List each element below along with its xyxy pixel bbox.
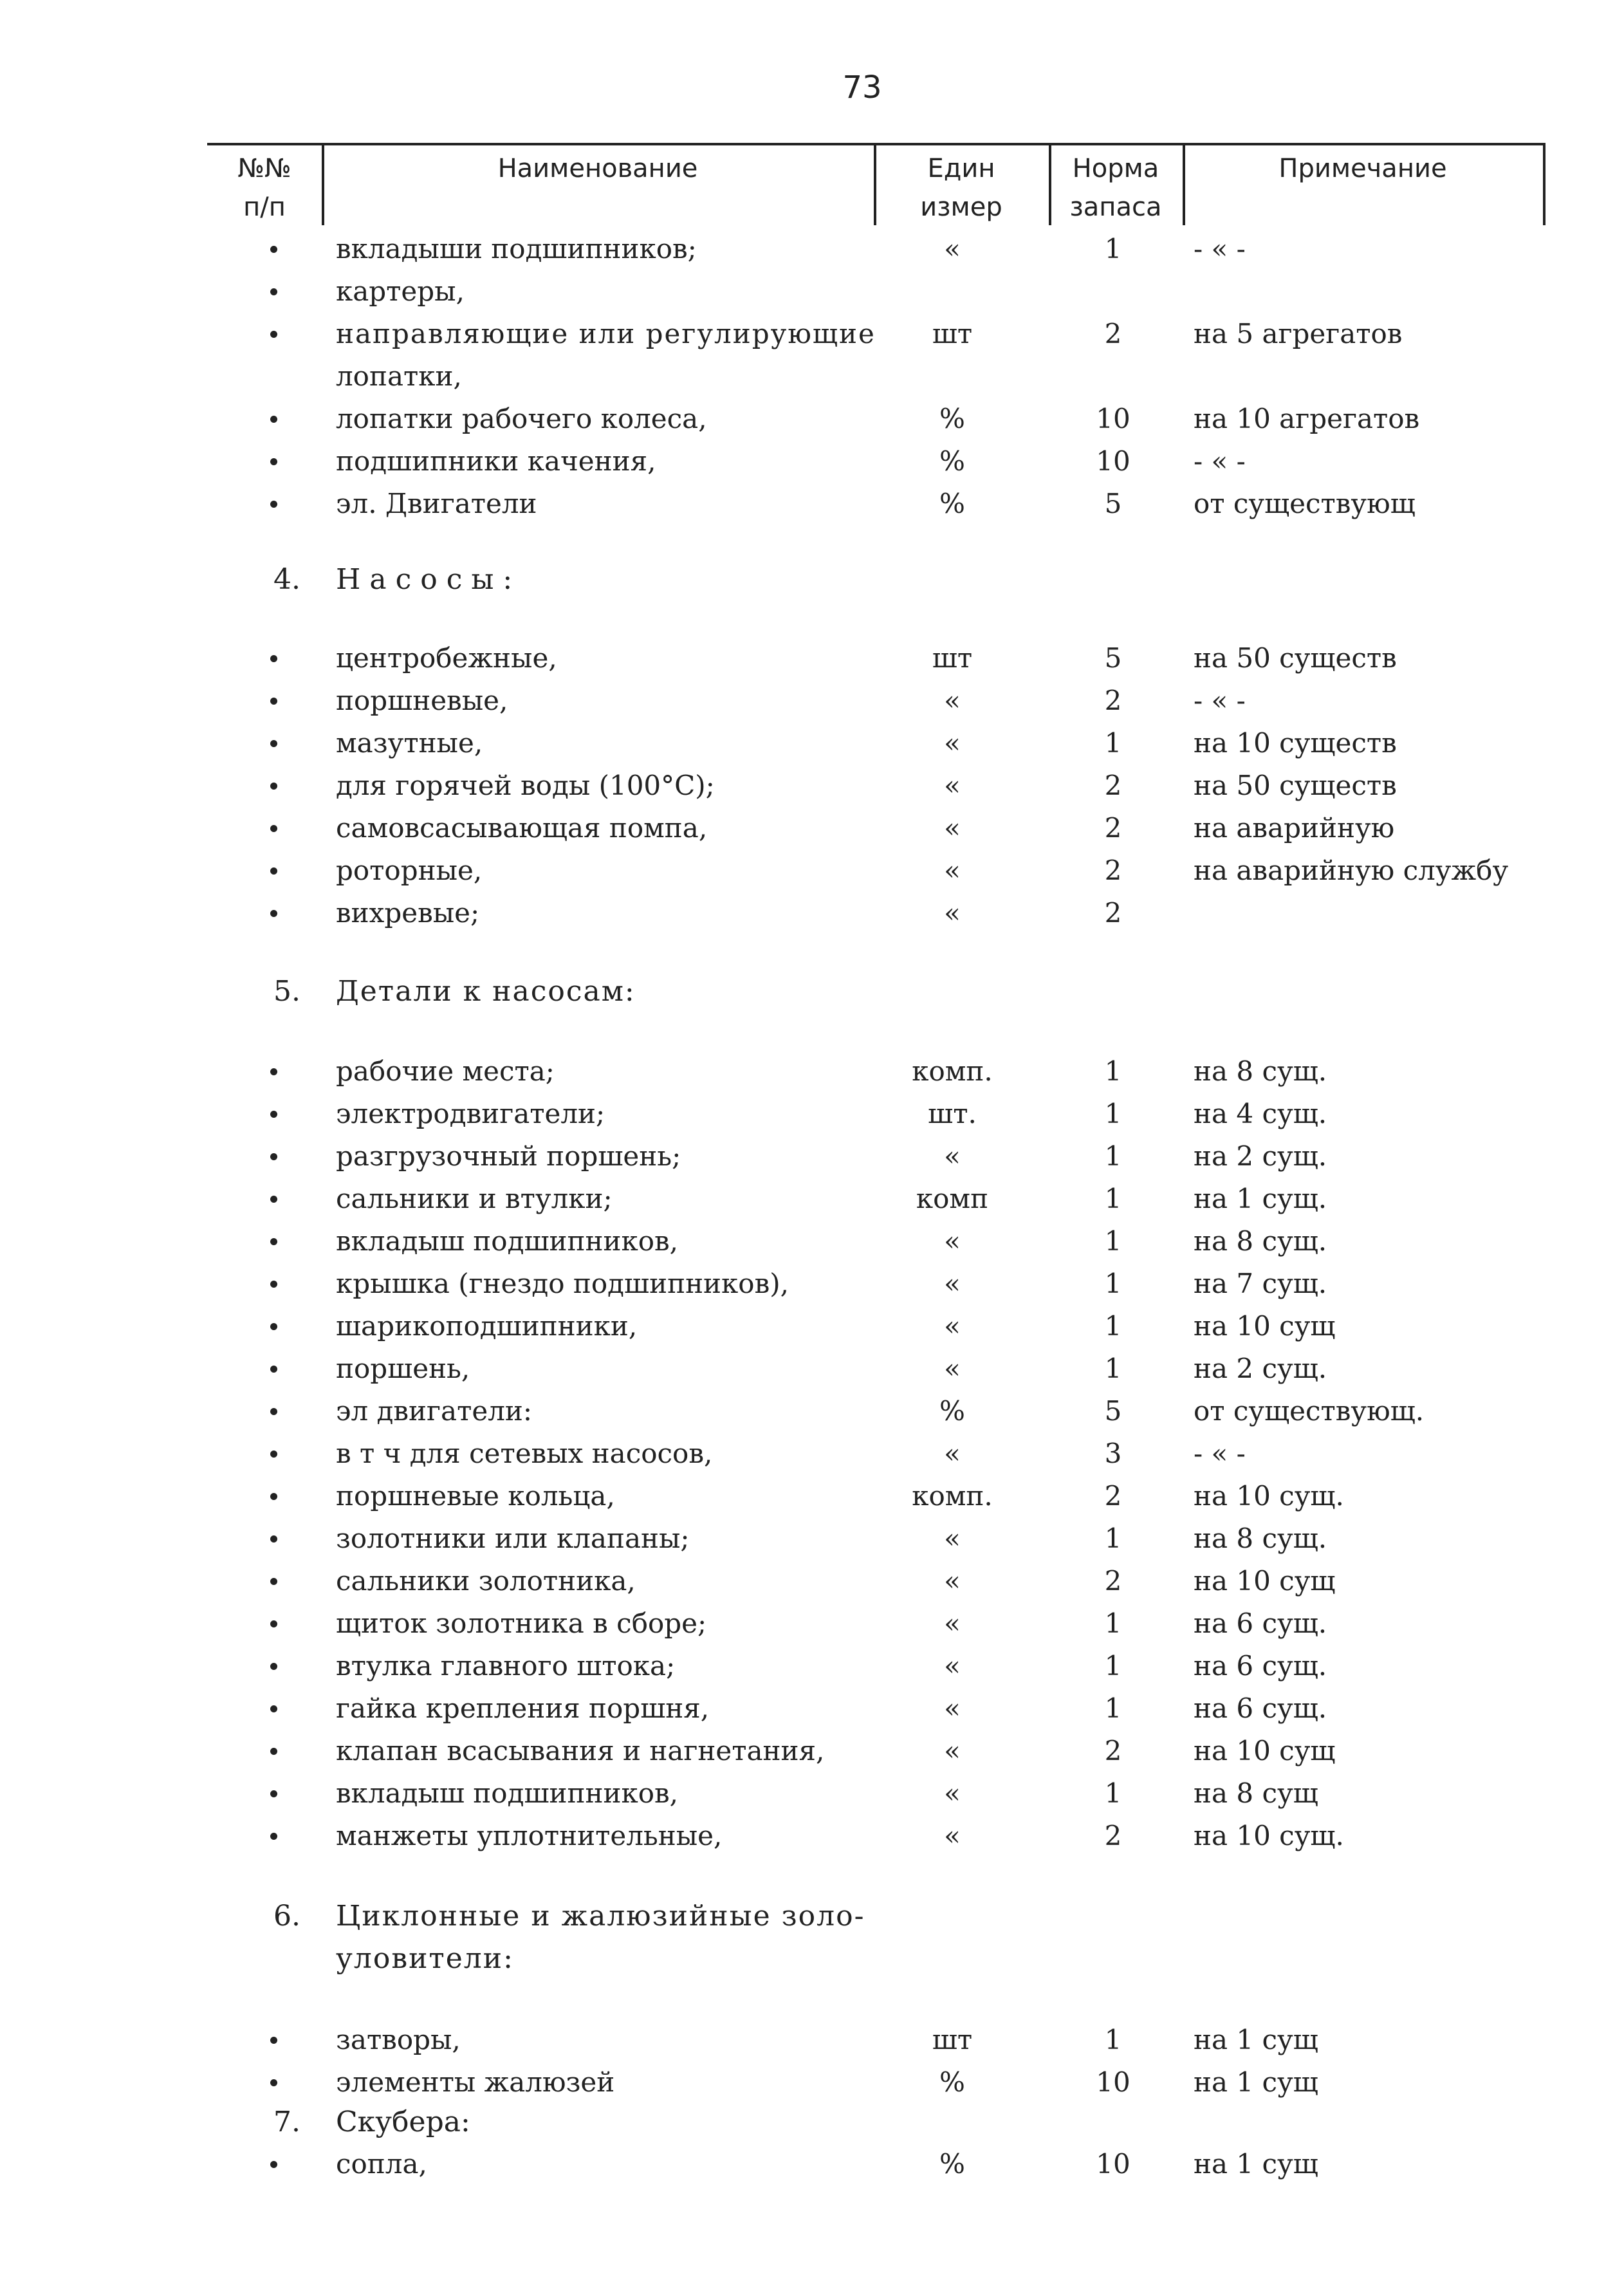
- bullet-icon: [270, 1238, 277, 1245]
- item-unit: «: [944, 1225, 961, 1257]
- bullet-icon: [270, 698, 277, 705]
- item-name: в т ч для сетевых насосов,: [336, 1438, 713, 1469]
- table-row: [0, 680, 1624, 721]
- item-name: щиток золотника в сборе;: [336, 1608, 707, 1639]
- bullet-icon: [270, 1196, 277, 1203]
- item-note: на 10 сущ.: [1194, 1820, 1344, 1851]
- bullet-icon: [270, 1323, 277, 1330]
- bullet-icon: [270, 1153, 277, 1160]
- item-note: на 1 сущ.: [1194, 1183, 1327, 1214]
- table-row-continuation: [0, 356, 1624, 397]
- table-row: [0, 2062, 1624, 2103]
- bullet-icon: [270, 1493, 277, 1500]
- header-unit: [874, 149, 1049, 227]
- bullet-icon: [270, 458, 277, 465]
- item-name: сальники и втулки;: [336, 1183, 613, 1214]
- table-row: [0, 1645, 1624, 1687]
- table-row: [0, 1730, 1624, 1772]
- table-row: [0, 1348, 1624, 1389]
- table-row: [0, 398, 1624, 440]
- section-title: Скубера:: [336, 2106, 470, 2138]
- header-divider: [1543, 143, 1546, 225]
- header-number: [207, 149, 322, 227]
- item-note: на 7 сущ.: [1194, 1268, 1327, 1299]
- item-name: крышка (гнездо подшипников),: [336, 1268, 789, 1299]
- item-norm: 1: [1104, 1608, 1122, 1639]
- item-name: эл. Двигатели: [336, 488, 537, 519]
- bullet-icon: [270, 1408, 277, 1415]
- item-note: на 1 сущ: [1194, 2148, 1318, 2180]
- item-unit: «: [944, 1565, 961, 1597]
- bullet-icon: [270, 416, 277, 423]
- item-unit: %: [939, 2148, 965, 2180]
- item-note: на 50 существ: [1194, 642, 1397, 674]
- item-name-continued: лопатки,: [336, 360, 462, 392]
- item-note: от существующ.: [1194, 1395, 1425, 1427]
- item-unit: шт: [932, 318, 973, 349]
- item-note: на 1 сущ: [1194, 2024, 1318, 2055]
- section-number: 7.: [273, 2106, 300, 2138]
- table-row: [0, 893, 1624, 934]
- item-unit: шт: [932, 2024, 973, 2055]
- header-norm: [1049, 149, 1183, 227]
- item-note: на 10 сущ.: [1194, 1480, 1344, 1512]
- bullet-icon: [270, 1705, 277, 1712]
- table-row: [0, 1433, 1624, 1474]
- table-row: [0, 1306, 1624, 1347]
- bullet-icon: [270, 740, 277, 747]
- item-name: направляющие или регулирующие: [336, 318, 876, 349]
- table-row: [0, 808, 1624, 849]
- item-name: клапан всасывания и нагнетания,: [336, 1735, 825, 1766]
- item-norm: 1: [1104, 1523, 1122, 1554]
- header-name: Наименование: [497, 154, 698, 183]
- item-note: на 10 сущ: [1194, 1565, 1336, 1597]
- item-norm: 1: [1104, 1183, 1122, 1214]
- table-row: [0, 723, 1624, 764]
- header-norm-line2: запаса: [1069, 192, 1162, 222]
- item-norm: 2: [1104, 1735, 1122, 1766]
- table-row: [0, 1688, 1624, 1729]
- item-unit: «: [944, 685, 961, 716]
- item-norm: 2: [1104, 685, 1122, 716]
- item-unit: «: [944, 1777, 961, 1809]
- item-unit: %: [939, 445, 965, 477]
- bullet-icon: [270, 1366, 277, 1373]
- item-norm: 2: [1104, 770, 1122, 801]
- header-number-line1: №№: [237, 154, 291, 183]
- item-norm: 5: [1104, 488, 1122, 519]
- section-title-continued: уловители:: [336, 1942, 514, 1975]
- item-note: на 4 сущ.: [1194, 1098, 1327, 1129]
- item-name: гайка крепления поршня,: [336, 1692, 710, 1724]
- item-unit: шт.: [928, 1098, 977, 1129]
- bullet-icon: [270, 288, 277, 295]
- item-name: рабочие места;: [336, 1055, 555, 1087]
- table-row: [0, 1815, 1624, 1857]
- item-unit: «: [944, 1608, 961, 1639]
- table-row: [0, 1263, 1624, 1304]
- item-note: на аварийную: [1194, 812, 1395, 844]
- item-norm: 5: [1104, 1395, 1122, 1427]
- table-row: [0, 1561, 1624, 1602]
- item-name: шарикоподшипники,: [336, 1310, 638, 1342]
- item-norm: 1: [1104, 1268, 1122, 1299]
- item-norm: 10: [1096, 2148, 1130, 2180]
- item-note: на 10 агрегатов: [1194, 403, 1420, 434]
- item-norm: 2: [1104, 897, 1122, 929]
- table-row: [0, 1051, 1624, 1092]
- item-note: на 50 существ: [1194, 770, 1397, 801]
- item-note: на 10 существ: [1194, 727, 1397, 759]
- table-header: [207, 143, 1546, 225]
- item-name: сальники золотника,: [336, 1565, 636, 1597]
- item-norm: 2: [1104, 318, 1122, 349]
- bullet-icon: [270, 783, 277, 790]
- item-norm: 1: [1104, 1353, 1122, 1384]
- item-name: вкладыши подшипников;: [336, 233, 697, 264]
- item-norm: 1: [1104, 1650, 1122, 1682]
- item-name: сопла,: [336, 2148, 427, 2180]
- item-unit: «: [944, 1523, 961, 1554]
- item-unit: «: [944, 1353, 961, 1384]
- item-note: - « -: [1194, 233, 1246, 264]
- item-norm: 2: [1104, 812, 1122, 844]
- section-number: 4.: [273, 563, 300, 596]
- item-norm: 1: [1104, 2024, 1122, 2055]
- table-row: [0, 483, 1624, 524]
- item-name: вихревые;: [336, 897, 480, 929]
- item-norm: 2: [1104, 1820, 1122, 1851]
- item-note: на 6 сущ.: [1194, 1650, 1327, 1682]
- item-note: на 10 сущ: [1194, 1310, 1336, 1342]
- item-unit: комп.: [912, 1480, 993, 1512]
- section-number: 5.: [273, 975, 300, 1008]
- item-norm: 1: [1104, 1098, 1122, 1129]
- table-row: [0, 313, 1624, 355]
- header-number-line2: п/п: [243, 192, 286, 222]
- table-row: [0, 1136, 1624, 1177]
- table-row: [0, 441, 1624, 482]
- table-row: [0, 1518, 1624, 1559]
- table-row: [0, 271, 1624, 312]
- bullet-icon: [270, 1450, 277, 1458]
- item-norm: 10: [1096, 2066, 1130, 2098]
- item-unit: шт: [932, 642, 973, 674]
- item-name: поршень,: [336, 1353, 470, 1384]
- item-name: затворы,: [336, 2024, 461, 2055]
- bullet-icon: [270, 2079, 277, 2086]
- bullet-icon: [270, 1535, 277, 1543]
- item-unit: «: [944, 233, 961, 264]
- item-note: на 1 сущ: [1194, 2066, 1318, 2098]
- bullet-icon: [270, 2037, 277, 2044]
- table-row: [0, 2019, 1624, 2061]
- page-number: 73: [842, 70, 882, 106]
- item-norm: 1: [1104, 1310, 1122, 1342]
- item-unit: %: [939, 1395, 965, 1427]
- item-note: на 6 сущ.: [1194, 1608, 1327, 1639]
- item-note: - « -: [1194, 445, 1246, 477]
- bullet-icon: [270, 867, 277, 875]
- item-unit: «: [944, 1140, 961, 1172]
- section-title: Детали к насосам:: [336, 975, 636, 1008]
- item-norm: 10: [1096, 403, 1130, 434]
- section-number: 6.: [273, 1900, 300, 1932]
- item-unit: «: [944, 770, 961, 801]
- item-unit: %: [939, 488, 965, 519]
- item-name: поршневые кольца,: [336, 1480, 615, 1512]
- header-note: Примечание: [1278, 154, 1447, 183]
- item-name: подшипники качения,: [336, 445, 656, 477]
- bullet-icon: [270, 331, 277, 338]
- table-row: [0, 1221, 1624, 1262]
- table-row: [0, 765, 1624, 806]
- bullet-icon: [270, 655, 277, 662]
- bullet-icon: [270, 1790, 277, 1797]
- item-name: центробежные,: [336, 642, 557, 674]
- table-row: [0, 1773, 1624, 1814]
- item-unit: комп.: [912, 1055, 993, 1087]
- header-norm-line1: Норма: [1072, 154, 1159, 183]
- item-note: на 2 сущ.: [1194, 1140, 1327, 1172]
- item-name: элементы жалюзей: [336, 2066, 615, 2098]
- item-name: для горячей воды (100°С);: [336, 770, 715, 801]
- table-row: [0, 2144, 1624, 2185]
- table-row: [0, 1476, 1624, 1517]
- bullet-icon: [270, 910, 277, 917]
- bullet-icon: [270, 1833, 277, 1840]
- item-note: от существующ: [1194, 488, 1416, 519]
- item-unit: %: [939, 403, 965, 434]
- item-unit: %: [939, 2066, 965, 2098]
- item-name: эл двигатели:: [336, 1395, 533, 1427]
- bullet-icon: [270, 825, 277, 832]
- item-unit: «: [944, 1438, 961, 1469]
- section-title: Насосы:: [336, 563, 522, 596]
- item-note: на 8 сущ.: [1194, 1055, 1327, 1087]
- item-name: золотники или клапаны;: [336, 1523, 690, 1554]
- item-unit: «: [944, 1310, 961, 1342]
- bullet-icon: [270, 1111, 277, 1118]
- item-name: картеры,: [336, 275, 465, 307]
- table-row: [0, 850, 1624, 891]
- item-note: на 6 сущ.: [1194, 1692, 1327, 1724]
- item-norm: 3: [1104, 1438, 1122, 1469]
- item-name: электродвигатели;: [336, 1098, 605, 1129]
- item-norm: 5: [1104, 642, 1122, 674]
- item-name: вкладыш подшипников,: [336, 1225, 678, 1257]
- item-note: на 5 агрегатов: [1194, 318, 1403, 349]
- item-norm: 2: [1104, 1565, 1122, 1597]
- item-name: манжеты уплотнительные,: [336, 1820, 723, 1851]
- bullet-icon: [270, 2161, 277, 2168]
- item-unit: «: [944, 1650, 961, 1682]
- item-norm: 1: [1104, 1692, 1122, 1724]
- item-unit: «: [944, 897, 961, 929]
- item-name: мазутные,: [336, 727, 483, 759]
- item-unit: «: [944, 1735, 961, 1766]
- item-name: поршневые,: [336, 685, 508, 716]
- header-unit-line2: измер: [920, 192, 1002, 222]
- item-name: втулка главного штока;: [336, 1650, 676, 1682]
- bullet-icon: [270, 501, 277, 508]
- item-unit: «: [944, 1820, 961, 1851]
- item-norm: 1: [1104, 1225, 1122, 1257]
- item-name: лопатки рабочего колеса,: [336, 403, 707, 434]
- bullet-icon: [270, 1748, 277, 1755]
- item-name: роторные,: [336, 855, 483, 886]
- header-unit-line1: Един: [927, 154, 995, 183]
- item-note: на 8 сущ.: [1194, 1523, 1327, 1554]
- item-norm: 2: [1104, 1480, 1122, 1512]
- bullet-icon: [270, 246, 277, 253]
- item-norm: 1: [1104, 233, 1122, 264]
- item-unit: «: [944, 1268, 961, 1299]
- section-title: Циклонные и жалюзийные золо-: [336, 1900, 865, 1932]
- table-row: [0, 1093, 1624, 1135]
- item-note: на 8 сущ.: [1194, 1225, 1327, 1257]
- item-norm: 1: [1104, 727, 1122, 759]
- item-note: на 10 сущ: [1194, 1735, 1336, 1766]
- table-row: [0, 1391, 1624, 1432]
- item-unit: комп: [916, 1183, 989, 1214]
- bullet-icon: [270, 1578, 277, 1585]
- item-unit: «: [944, 812, 961, 844]
- header-top-rule: [207, 143, 1546, 145]
- item-note: на 8 сущ: [1194, 1777, 1318, 1809]
- item-note: на 2 сущ.: [1194, 1353, 1327, 1384]
- item-note: на аварийную службу: [1194, 855, 1509, 886]
- item-note: - « -: [1194, 1438, 1246, 1469]
- item-name: вкладыш подшипников,: [336, 1777, 678, 1809]
- item-unit: «: [944, 1692, 961, 1724]
- item-norm: 2: [1104, 855, 1122, 886]
- table-row: [0, 228, 1624, 270]
- item-note: - « -: [1194, 685, 1246, 716]
- item-unit: «: [944, 855, 961, 886]
- item-norm: 10: [1096, 445, 1130, 477]
- table-row: [0, 1178, 1624, 1219]
- bullet-icon: [270, 1620, 277, 1627]
- table-row: [0, 638, 1624, 679]
- item-name: самовсасывающая помпа,: [336, 812, 708, 844]
- item-norm: 1: [1104, 1140, 1122, 1172]
- item-name: разгрузочный поршень;: [336, 1140, 681, 1172]
- item-unit: «: [944, 727, 961, 759]
- table-row: [0, 1603, 1624, 1644]
- bullet-icon: [270, 1281, 277, 1288]
- item-norm: 1: [1104, 1777, 1122, 1809]
- bullet-icon: [270, 1663, 277, 1670]
- bullet-icon: [270, 1068, 277, 1075]
- item-norm: 1: [1104, 1055, 1122, 1087]
